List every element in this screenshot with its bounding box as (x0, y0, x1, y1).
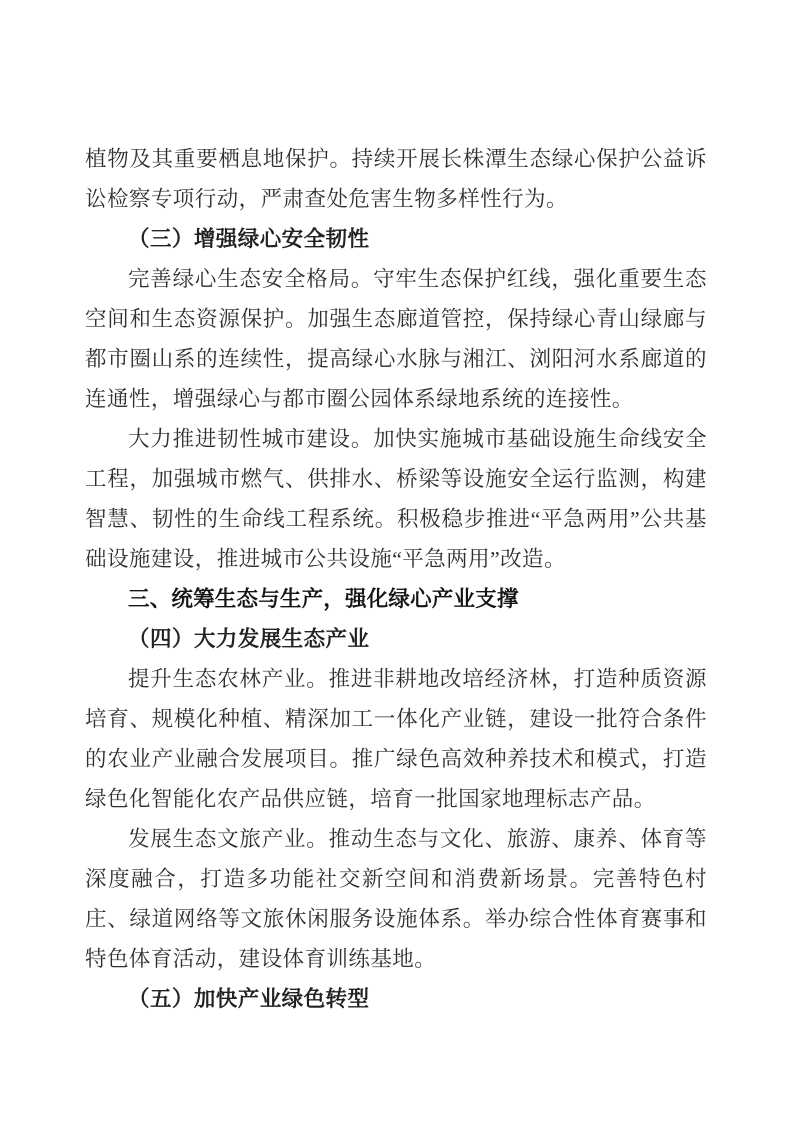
paragraph-security-pattern: 完善绿心生态安全格局。守牢生态保护红线，强化重要生态空间和生态资源保护。加强生态廊道管控，保持绿心青山绿廊与都市圈山系的连续性，提高绿心水脉与湘江、浏阳河水系廊道的连通性，增强绿心与都市圈公园体系绿地系统的连接性。 (85, 267, 707, 411)
paragraph-resilient-city: 大力推进韧性城市建设。加快实施城市基础设施生命线安全工程，加强城市燃气、供排水、桥梁等设施安全运行监测，构建智慧、韧性的生命线工程系统。积极稳步推进“平急两用”公共基础设施建设，推进城市公共设施“平急两用”改造。 (85, 427, 707, 571)
section-heading-three: 三、统筹生态与生产，强化绿心产业支撑 (128, 587, 519, 611)
paragraph-eco-tourism: 发展生态文旅产业。推动生态与文化、旅游、康养、体育等深度融合，打造多功能社交新空间和消费新场景。完善特色村庄、绿道网络等文旅休闲服务设施体系。举办综合性体育赛事和特色体育活动，建设体育训练基地。 (85, 827, 707, 971)
paragraph-continuation: 植物及其重要栖息地保护。持续开展长株潭生态绿心保护公益诉讼检察专项行动，严肃查处危害生物多样性行为。 (85, 147, 707, 211)
paragraph-agro-forestry: 提升生态农林产业。推进非耕地改培经济林，打造种质资源培育、规模化种植、精深加工一体化产业链，建设一批符合条件的农业产业融合发展项目。推广绿色高效种养技术和模式，打造绿色化智能化农产品供应链，培育一批国家地理标志产品。 (85, 667, 707, 811)
subsection-heading-4: （四）大力发展生态产业 (128, 627, 370, 651)
subsection-heading-5: （五）加快产业绿色转型 (128, 987, 370, 1011)
document-body (85, 139, 707, 1019)
subsection-heading-3: （三）增强绿心安全韧性 (128, 227, 370, 251)
